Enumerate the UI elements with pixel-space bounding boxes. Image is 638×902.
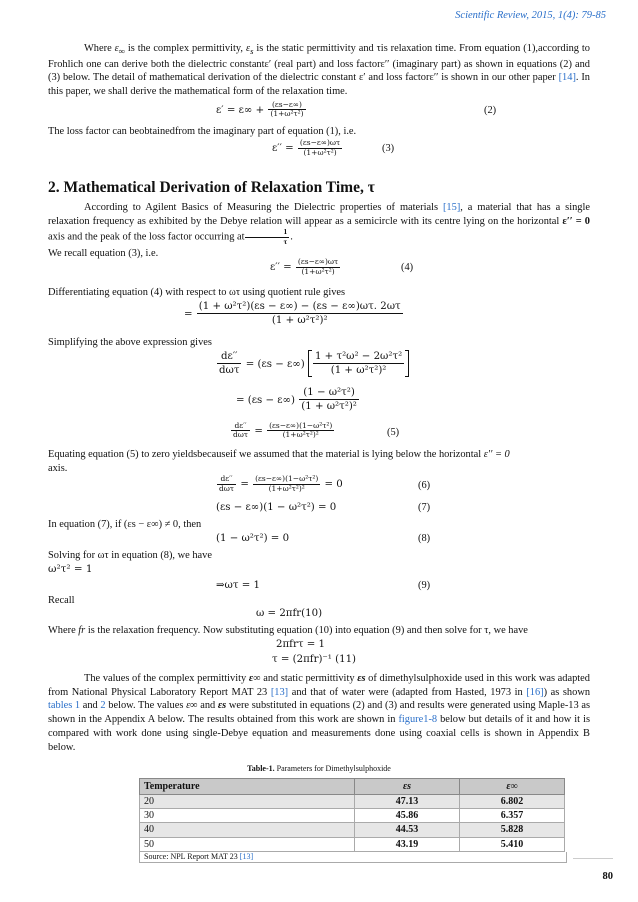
reference-link-13[interactable]: [13] bbox=[270, 686, 289, 698]
parameters-table bbox=[139, 778, 565, 852]
loss-factor-sentence: The loss factor can beobtainedfrom the imaginary part of equation (1), i.e. bbox=[48, 125, 357, 137]
differentiating-text: Differentiating equation (4) with respect to ωτ using quotient rule gives bbox=[48, 287, 346, 299]
equating-text: Equating equation (5) to zero yieldsbecauseif we assumed that the material is lying below the horizontal ε′′ = 0 axis. bbox=[48, 448, 510, 474]
symbol-eps-inf: $\varepsilon_\infty$ bbox=[114, 43, 125, 57]
table-row: 40 44.53 5.828 bbox=[140, 823, 565, 837]
omega-tau-squared: ω²τ² = 1 bbox=[48, 562, 93, 575]
table-source: Source: NPL Report MAT 23 [13] bbox=[139, 852, 567, 864]
reference-link-14[interactable]: [14] bbox=[558, 72, 576, 84]
equation-8: (1 − ω²τ²) = 0 (8) bbox=[216, 533, 431, 545]
table-caption: Table-1. Parameters for Dimethylsulphoxide bbox=[247, 764, 391, 774]
values-paragraph: The values of the complex permittivity ε∞ and static permittivity εs of dimethylsulphoxide used in this work was adapted from National Physical Laboratory Report MAT 23 [13] and that of water were (adapted from Hasted, 1973 in [16]) as shown tables 1 and 2 below. The values ε∞ and εs were substituted in equations (2) and (3) and results were generated using Maple-13 as shown in the Appendix A below. The results obtained from this work are shown in figure1-8 below but details of it and how it is compared with work done using single-Debye equation and measurements done using coaxial cells is shown in Appendix B below. bbox=[48, 672, 591, 753]
reference-link-15[interactable]: [15] bbox=[442, 201, 461, 213]
equation-5: $\frac{d\varepsilon''}{\text{dωτ}}$ = $\frac{\text{(εs−ε∞)(1−ω²τ²)}}{\text{(1+ω²τ²)²}}$ (5) bbox=[233, 420, 400, 440]
equation-7-label: (7) bbox=[418, 502, 431, 514]
equation-8-label: (8) bbox=[418, 533, 431, 545]
tables-1-link[interactable]: tables 1 bbox=[48, 700, 81, 712]
quotient-rule-equation: = $\frac{\text{(1 + ω²τ²)(εs − ε∞) − (εs − ε∞)ωτ. 2ωτ}}{\text{(1 + ω²τ²)²}}$ bbox=[184, 301, 401, 327]
equation-10: ω = 2πfr(10) bbox=[256, 608, 323, 620]
table-row: 20 47.13 6.802 bbox=[140, 795, 565, 809]
section-heading: 2. Mathematical Derivation of Relaxation Time, τ bbox=[48, 179, 375, 197]
table-2-link[interactable]: 2 bbox=[100, 700, 106, 712]
table-row: 30 45.86 6.357 bbox=[140, 809, 565, 823]
reference-link-13-source[interactable]: [13] bbox=[239, 851, 254, 861]
equation-4-label: (4) bbox=[401, 262, 414, 274]
equation-3: ε′′ = $\frac{(\varepsilon s-\varepsilon\infty)\omega\tau}{\text{(1+ω²τ²)}}$ (3) bbox=[272, 138, 395, 158]
running-head: Scientific Review, 2015, 1(4): 79-85 bbox=[455, 10, 606, 21]
equation-3-label: (3) bbox=[382, 143, 395, 155]
simplified-equation-1: $\frac{d\varepsilon''}{\text{dωτ}}$ = (εs − ε∞) $\frac{\text{1 + τ²ω² − 2ω²τ²}}{\text{(1 + ω²τ²)²}}$ bbox=[48, 350, 590, 386]
header-eps-s: εs bbox=[355, 778, 460, 794]
simplifying-text: Simplifying the above expression gives bbox=[48, 337, 212, 349]
equation-6-label: (6) bbox=[418, 480, 431, 492]
equation-11: τ = (2πfr)⁻¹ (11) bbox=[272, 653, 357, 665]
equation-4: ε′′ = $\frac{(\varepsilon s-\varepsilon\infty)\omega\tau}{\text{(1+ω²τ²)}}$ (4) bbox=[270, 257, 414, 276]
where-relaxation-text: Where fr is the relaxation frequency. Now substituting equation (10) into equation (9) and then solve for τ, we have bbox=[48, 625, 528, 637]
equation-6: $\frac{d\varepsilon''}{\text{dωτ}}$ = $\frac{\text{(εs−ε∞)(1−ω²τ²)}}{\text{(1+ω²τ²)²}}$ = 0 (6) bbox=[219, 474, 431, 493]
header-eps-inf: ε∞ bbox=[460, 778, 565, 794]
page-number: 80 bbox=[602, 871, 613, 882]
symbol-eps-s: $\varepsilon_s$ bbox=[245, 43, 254, 57]
equation-2pi-f-tau: 2πfrτ = 1 bbox=[276, 638, 325, 650]
in-equation-7-text: In equation (7), if (εs − ε∞) ≠ 0, then bbox=[48, 519, 202, 531]
main-content bbox=[48, 42, 590, 863]
footer-divider bbox=[573, 858, 613, 859]
section-paragraph-1: According to Agilent Basics of Measuring the Dielectric properties of materials [15], a material that has a single relaxation frequency as exhibited by the Debye relation will appear as a semicircle with its centre lying on the horizontal ε′′ = 0 axis and the peak of the loss factor occurring at $\frac{1}{\tau}$ . bbox=[48, 201, 590, 246]
equation-2: ε′ = ε∞ + $\frac{(\varepsilon s-\varepsilon\infty)}{\text{(1+ω²τ²)}}$ (2) bbox=[216, 99, 497, 119]
recall-text: Recall bbox=[48, 594, 75, 606]
solving-text: Solving for ωτ in equation (8), we have bbox=[48, 550, 212, 562]
header-temperature: Temperature bbox=[140, 778, 355, 794]
recall-equation-3: We recall equation (3), i.e. bbox=[48, 247, 159, 259]
equation-7: (εs − ε∞)(1 − ω²τ²) = 0 (7) bbox=[216, 502, 431, 514]
table-row: 50 43.19 5.410 bbox=[140, 837, 565, 851]
equation-5-label: (5) bbox=[387, 426, 400, 438]
equation-2-label: (2) bbox=[484, 104, 497, 116]
figure-1-8-link[interactable]: figure1-8 bbox=[398, 714, 438, 726]
equation-9: ⇒ωτ = 1 (9) bbox=[216, 579, 431, 591]
equation-9-label: (9) bbox=[418, 579, 431, 591]
table-header-row bbox=[140, 778, 565, 794]
reference-link-16[interactable]: [16] bbox=[526, 686, 544, 698]
intro-paragraph: Where $\varepsilon_\infty$ is the complex permittivity, $\varepsilon_s$ is the static permittivity and τis relaxation time. From equation (1),according to Frohlich one can derive both the dielectric constantε′ (real part) and loss factorε′′ (imaginary part) as shown in equations (2) and (3) below. The detail of mathematical derivation of the dielectric constant ε′ and loss factorε′′ is shown in our other paper [14]. In this paper, we shall derive the mathematical form of the relaxation time. bbox=[48, 43, 590, 97]
simplified-equation-2: = (εs − ε∞) $\frac{\text{(1 − ω²τ²)}}{\text{(1 + ω²τ²)²}}$ bbox=[236, 386, 357, 413]
